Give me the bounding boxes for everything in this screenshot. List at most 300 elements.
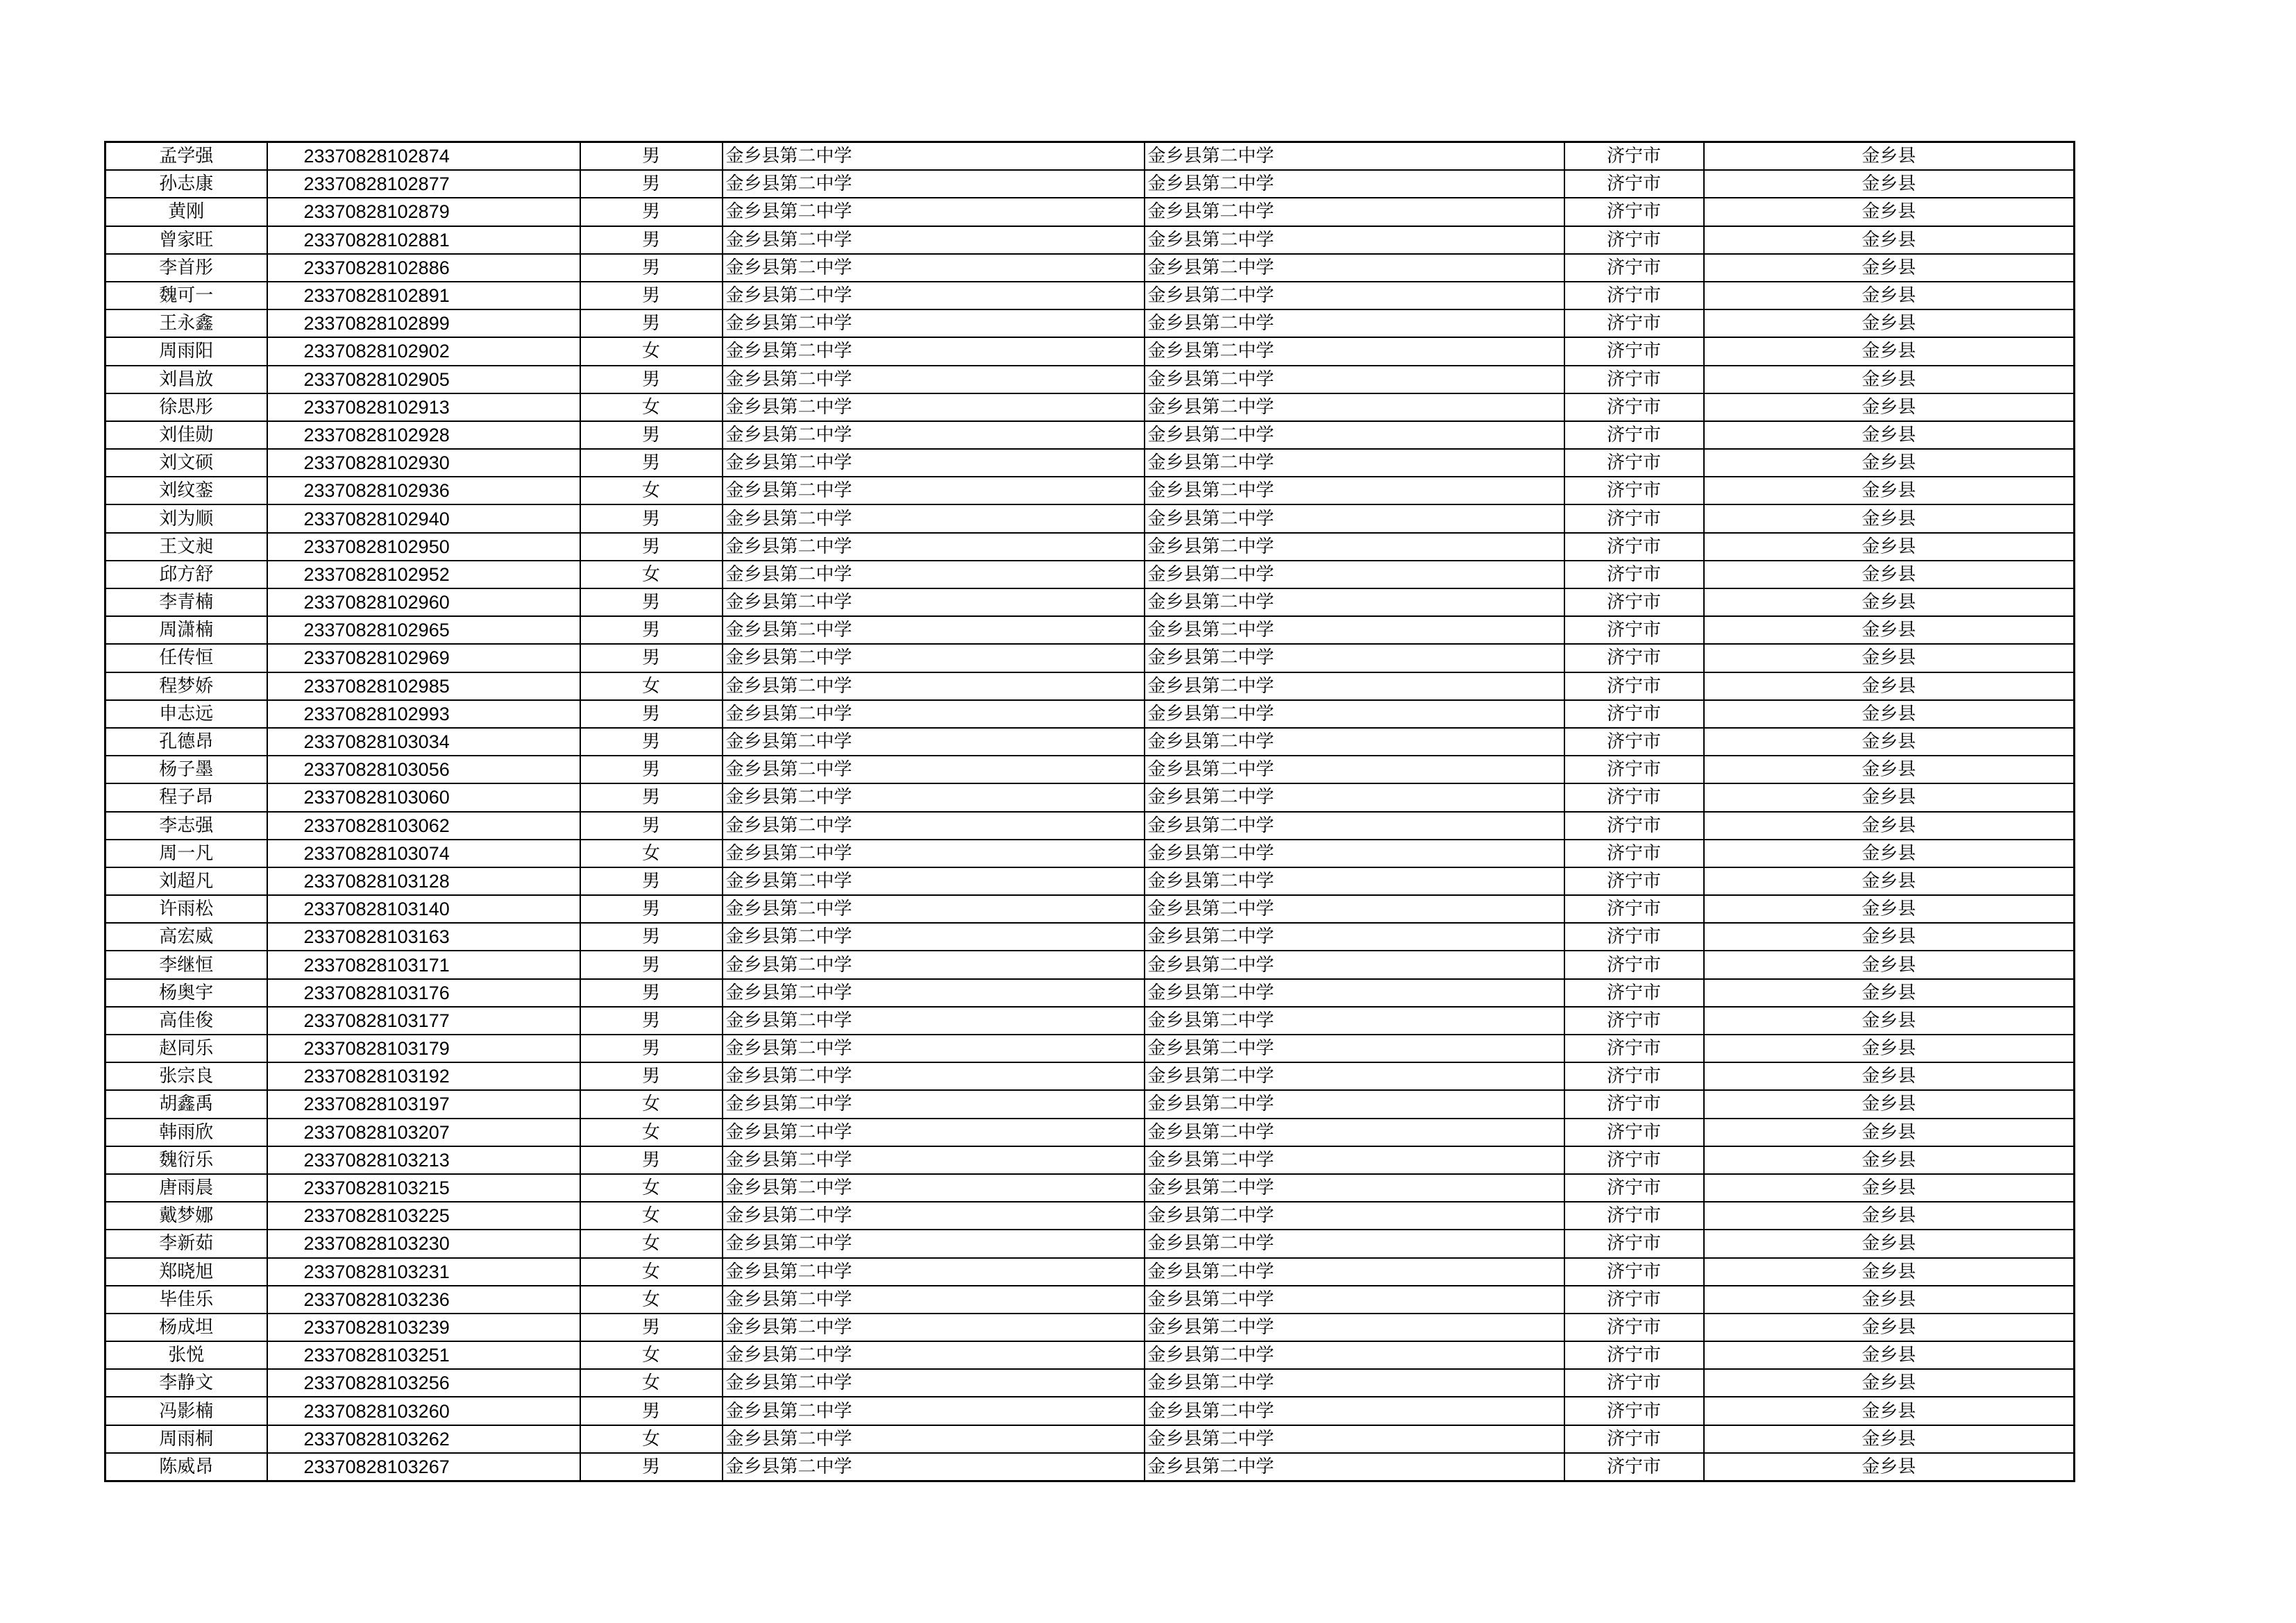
city-cell: 济宁市 [1564, 616, 1704, 644]
graduating-school-cell: 金乡县第二中学 [723, 672, 1145, 700]
exam-number-cell: 23370828103140 [267, 895, 580, 923]
graduating-school-cell: 金乡县第二中学 [723, 561, 1145, 588]
exam-number-cell: 23370828103236 [267, 1286, 580, 1314]
graduating-school-cell: 金乡县第二中学 [723, 1174, 1145, 1202]
exam-number-cell: 23370828103062 [267, 812, 580, 840]
city-cell: 济宁市 [1564, 226, 1704, 254]
student-name-cell: 许雨松 [105, 895, 267, 923]
gender-cell: 男 [580, 783, 723, 811]
table-row [105, 1007, 2075, 1035]
gender-cell: 女 [580, 840, 723, 867]
table-row [105, 198, 2075, 226]
gender-cell: 男 [580, 867, 723, 895]
exam-number-cell: 23370828103231 [267, 1258, 580, 1286]
city-cell: 济宁市 [1564, 393, 1704, 421]
county-cell: 金乡县 [1704, 1314, 2075, 1341]
graduating-school-cell: 金乡县第二中学 [723, 1341, 1145, 1369]
gender-cell: 男 [580, 756, 723, 783]
county-cell: 金乡县 [1704, 366, 2075, 393]
exam-number-cell: 23370828102936 [267, 477, 580, 504]
exam-number-cell: 23370828103207 [267, 1119, 580, 1146]
registered-school-cell: 金乡县第二中学 [1145, 783, 1564, 811]
county-cell: 金乡县 [1704, 1341, 2075, 1369]
city-cell: 济宁市 [1564, 1397, 1704, 1425]
county-cell: 金乡县 [1704, 1146, 2075, 1174]
student-name-cell: 李静文 [105, 1369, 267, 1397]
graduating-school-cell: 金乡县第二中学 [723, 1230, 1145, 1257]
city-cell: 济宁市 [1564, 282, 1704, 309]
exam-number-cell: 23370828102877 [267, 170, 580, 198]
graduating-school-cell: 金乡县第二中学 [723, 1314, 1145, 1341]
exam-number-cell: 23370828102952 [267, 561, 580, 588]
table-row [105, 700, 2075, 728]
city-cell: 济宁市 [1564, 867, 1704, 895]
graduating-school-cell: 金乡县第二中学 [723, 1146, 1145, 1174]
exam-number-cell: 23370828102902 [267, 337, 580, 365]
gender-cell: 女 [580, 561, 723, 588]
registered-school-cell: 金乡县第二中学 [1145, 700, 1564, 728]
registered-school-cell: 金乡县第二中学 [1145, 393, 1564, 421]
gender-cell: 男 [580, 951, 723, 978]
registered-school-cell: 金乡县第二中学 [1145, 1202, 1564, 1230]
gender-cell: 男 [580, 644, 723, 672]
table-row [105, 895, 2075, 923]
student-name-cell: 唐雨晨 [105, 1174, 267, 1202]
registered-school-cell: 金乡县第二中学 [1145, 366, 1564, 393]
city-cell: 济宁市 [1564, 979, 1704, 1007]
exam-number-cell: 23370828103192 [267, 1062, 580, 1090]
city-cell: 济宁市 [1564, 533, 1704, 561]
table-row [105, 1286, 2075, 1314]
student-name-cell: 刘纹銮 [105, 477, 267, 504]
student-name-cell: 任传恒 [105, 644, 267, 672]
county-cell: 金乡县 [1704, 756, 2075, 783]
table-row [105, 449, 2075, 477]
county-cell: 金乡县 [1704, 309, 2075, 337]
registered-school-cell: 金乡县第二中学 [1145, 1146, 1564, 1174]
student-name-cell: 刘为顺 [105, 504, 267, 532]
county-cell: 金乡县 [1704, 504, 2075, 532]
county-cell: 金乡县 [1704, 979, 2075, 1007]
graduating-school-cell: 金乡县第二中学 [723, 644, 1145, 672]
exam-number-cell: 23370828103251 [267, 1341, 580, 1369]
registered-school-cell: 金乡县第二中学 [1145, 142, 1564, 171]
city-cell: 济宁市 [1564, 504, 1704, 532]
table-row [105, 1453, 2075, 1481]
gender-cell: 女 [580, 672, 723, 700]
registered-school-cell: 金乡县第二中学 [1145, 421, 1564, 449]
gender-cell: 女 [580, 1090, 723, 1118]
county-cell: 金乡县 [1704, 1453, 2075, 1481]
registered-school-cell: 金乡县第二中学 [1145, 951, 1564, 978]
registered-school-cell: 金乡县第二中学 [1145, 561, 1564, 588]
student-name-cell: 王永鑫 [105, 309, 267, 337]
gender-cell: 男 [580, 170, 723, 198]
county-cell: 金乡县 [1704, 895, 2075, 923]
exam-number-cell: 23370828102993 [267, 700, 580, 728]
city-cell: 济宁市 [1564, 1202, 1704, 1230]
city-cell: 济宁市 [1564, 783, 1704, 811]
registered-school-cell: 金乡县第二中学 [1145, 1062, 1564, 1090]
city-cell: 济宁市 [1564, 142, 1704, 171]
gender-cell: 女 [580, 1369, 723, 1397]
registered-school-cell: 金乡县第二中学 [1145, 198, 1564, 226]
student-name-cell: 周雨阳 [105, 337, 267, 365]
graduating-school-cell: 金乡县第二中学 [723, 309, 1145, 337]
table-row [105, 421, 2075, 449]
graduating-school-cell: 金乡县第二中学 [723, 1369, 1145, 1397]
graduating-school-cell: 金乡县第二中学 [723, 337, 1145, 365]
city-cell: 济宁市 [1564, 198, 1704, 226]
table-row [105, 142, 2075, 171]
graduating-school-cell: 金乡县第二中学 [723, 1453, 1145, 1481]
county-cell: 金乡县 [1704, 337, 2075, 365]
registered-school-cell: 金乡县第二中学 [1145, 1397, 1564, 1425]
county-cell: 金乡县 [1704, 421, 2075, 449]
gender-cell: 男 [580, 588, 723, 616]
table-row [105, 1258, 2075, 1286]
city-cell: 济宁市 [1564, 1453, 1704, 1481]
exam-number-cell: 23370828102965 [267, 616, 580, 644]
registered-school-cell: 金乡县第二中学 [1145, 1314, 1564, 1341]
registered-school-cell: 金乡县第二中学 [1145, 533, 1564, 561]
gender-cell: 女 [580, 1425, 723, 1453]
registered-school-cell: 金乡县第二中学 [1145, 672, 1564, 700]
registered-school-cell: 金乡县第二中学 [1145, 309, 1564, 337]
exam-number-cell: 23370828103171 [267, 951, 580, 978]
exam-number-cell: 23370828103197 [267, 1090, 580, 1118]
gender-cell: 女 [580, 337, 723, 365]
graduating-school-cell: 金乡县第二中学 [723, 951, 1145, 978]
registered-school-cell: 金乡县第二中学 [1145, 895, 1564, 923]
student-name-cell: 周潇楠 [105, 616, 267, 644]
graduating-school-cell: 金乡县第二中学 [723, 728, 1145, 756]
student-name-cell: 李首彤 [105, 254, 267, 282]
county-cell: 金乡县 [1704, 1258, 2075, 1286]
graduating-school-cell: 金乡县第二中学 [723, 812, 1145, 840]
table-row [105, 840, 2075, 867]
exam-number-cell: 23370828102960 [267, 588, 580, 616]
gender-cell: 男 [580, 616, 723, 644]
county-cell: 金乡县 [1704, 923, 2075, 951]
county-cell: 金乡县 [1704, 1035, 2075, 1062]
exam-number-cell: 23370828103177 [267, 1007, 580, 1035]
city-cell: 济宁市 [1564, 756, 1704, 783]
county-cell: 金乡县 [1704, 1062, 2075, 1090]
exam-number-cell: 23370828103163 [267, 923, 580, 951]
table-row [105, 1341, 2075, 1369]
gender-cell: 女 [580, 1286, 723, 1314]
table-row [105, 1062, 2075, 1090]
registered-school-cell: 金乡县第二中学 [1145, 1369, 1564, 1397]
county-cell: 金乡县 [1704, 700, 2075, 728]
student-roster-table [104, 141, 2075, 1482]
exam-number-cell: 23370828102985 [267, 672, 580, 700]
table-row [105, 337, 2075, 365]
student-name-cell: 王文昶 [105, 533, 267, 561]
graduating-school-cell: 金乡县第二中学 [723, 366, 1145, 393]
county-cell: 金乡县 [1704, 616, 2075, 644]
registered-school-cell: 金乡县第二中学 [1145, 170, 1564, 198]
table-row [105, 672, 2075, 700]
graduating-school-cell: 金乡县第二中学 [723, 616, 1145, 644]
graduating-school-cell: 金乡县第二中学 [723, 923, 1145, 951]
exam-number-cell: 23370828102879 [267, 198, 580, 226]
county-cell: 金乡县 [1704, 1007, 2075, 1035]
table-row [105, 616, 2075, 644]
student-name-cell: 高宏威 [105, 923, 267, 951]
gender-cell: 男 [580, 700, 723, 728]
registered-school-cell: 金乡县第二中学 [1145, 1174, 1564, 1202]
city-cell: 济宁市 [1564, 951, 1704, 978]
registered-school-cell: 金乡县第二中学 [1145, 867, 1564, 895]
exam-number-cell: 23370828102969 [267, 644, 580, 672]
county-cell: 金乡县 [1704, 561, 2075, 588]
graduating-school-cell: 金乡县第二中学 [723, 393, 1145, 421]
student-name-cell: 李继恒 [105, 951, 267, 978]
exam-number-cell: 23370828103034 [267, 728, 580, 756]
graduating-school-cell: 金乡县第二中学 [723, 783, 1145, 811]
city-cell: 济宁市 [1564, 309, 1704, 337]
gender-cell: 女 [580, 1119, 723, 1146]
gender-cell: 男 [580, 533, 723, 561]
graduating-school-cell: 金乡县第二中学 [723, 421, 1145, 449]
exam-number-cell: 23370828102891 [267, 282, 580, 309]
graduating-school-cell: 金乡县第二中学 [723, 867, 1145, 895]
gender-cell: 女 [580, 393, 723, 421]
table-row [105, 393, 2075, 421]
gender-cell: 男 [580, 979, 723, 1007]
student-name-cell: 毕佳乐 [105, 1286, 267, 1314]
student-name-cell: 申志远 [105, 700, 267, 728]
student-name-cell: 刘昌放 [105, 366, 267, 393]
exam-number-cell: 23370828103213 [267, 1146, 580, 1174]
student-name-cell: 周雨桐 [105, 1425, 267, 1453]
table-row [105, 783, 2075, 811]
graduating-school-cell: 金乡县第二中学 [723, 198, 1145, 226]
gender-cell: 男 [580, 1007, 723, 1035]
table-row [105, 226, 2075, 254]
city-cell: 济宁市 [1564, 477, 1704, 504]
table-row [105, 1119, 2075, 1146]
county-cell: 金乡县 [1704, 951, 2075, 978]
graduating-school-cell: 金乡县第二中学 [723, 1062, 1145, 1090]
registered-school-cell: 金乡县第二中学 [1145, 226, 1564, 254]
exam-number-cell: 23370828103239 [267, 1314, 580, 1341]
city-cell: 济宁市 [1564, 1035, 1704, 1062]
gender-cell: 男 [580, 421, 723, 449]
county-cell: 金乡县 [1704, 1397, 2075, 1425]
county-cell: 金乡县 [1704, 1090, 2075, 1118]
graduating-school-cell: 金乡县第二中学 [723, 895, 1145, 923]
student-name-cell: 高佳俊 [105, 1007, 267, 1035]
city-cell: 济宁市 [1564, 588, 1704, 616]
table-row [105, 588, 2075, 616]
table-row [105, 561, 2075, 588]
county-cell: 金乡县 [1704, 1425, 2075, 1453]
city-cell: 济宁市 [1564, 840, 1704, 867]
student-name-cell: 程梦娇 [105, 672, 267, 700]
exam-number-cell: 23370828103056 [267, 756, 580, 783]
table-row [105, 1314, 2075, 1341]
county-cell: 金乡县 [1704, 1202, 2075, 1230]
graduating-school-cell: 金乡县第二中学 [723, 1286, 1145, 1314]
gender-cell: 男 [580, 282, 723, 309]
graduating-school-cell: 金乡县第二中学 [723, 1035, 1145, 1062]
county-cell: 金乡县 [1704, 728, 2075, 756]
student-name-cell: 戴梦娜 [105, 1202, 267, 1230]
table-row [105, 1146, 2075, 1174]
student-name-cell: 张宗良 [105, 1062, 267, 1090]
student-name-cell: 韩雨欣 [105, 1119, 267, 1146]
exam-number-cell: 23370828102950 [267, 533, 580, 561]
city-cell: 济宁市 [1564, 1174, 1704, 1202]
graduating-school-cell: 金乡县第二中学 [723, 477, 1145, 504]
registered-school-cell: 金乡县第二中学 [1145, 616, 1564, 644]
county-cell: 金乡县 [1704, 1286, 2075, 1314]
city-cell: 济宁市 [1564, 1090, 1704, 1118]
table-row [105, 309, 2075, 337]
graduating-school-cell: 金乡县第二中学 [723, 1397, 1145, 1425]
student-name-cell: 孔德昂 [105, 728, 267, 756]
table-row [105, 728, 2075, 756]
student-name-cell: 刘佳勋 [105, 421, 267, 449]
gender-cell: 女 [580, 1258, 723, 1286]
registered-school-cell: 金乡县第二中学 [1145, 1425, 1564, 1453]
gender-cell: 男 [580, 449, 723, 477]
graduating-school-cell: 金乡县第二中学 [723, 449, 1145, 477]
registered-school-cell: 金乡县第二中学 [1145, 1119, 1564, 1146]
city-cell: 济宁市 [1564, 1314, 1704, 1341]
graduating-school-cell: 金乡县第二中学 [723, 1007, 1145, 1035]
student-name-cell: 程子昂 [105, 783, 267, 811]
table-row [105, 254, 2075, 282]
city-cell: 济宁市 [1564, 1369, 1704, 1397]
student-name-cell: 陈威昂 [105, 1453, 267, 1481]
table-row [105, 366, 2075, 393]
student-name-cell: 魏可一 [105, 282, 267, 309]
city-cell: 济宁市 [1564, 170, 1704, 198]
table-row [105, 867, 2075, 895]
city-cell: 济宁市 [1564, 700, 1704, 728]
city-cell: 济宁市 [1564, 1007, 1704, 1035]
exam-number-cell: 23370828103225 [267, 1202, 580, 1230]
table-row [105, 1425, 2075, 1453]
exam-number-cell: 23370828103179 [267, 1035, 580, 1062]
table-row [105, 951, 2075, 978]
table-row [105, 812, 2075, 840]
student-name-cell: 孟学强 [105, 142, 267, 171]
student-name-cell: 周一凡 [105, 840, 267, 867]
student-name-cell: 黄刚 [105, 198, 267, 226]
city-cell: 济宁市 [1564, 1425, 1704, 1453]
exam-number-cell: 23370828103074 [267, 840, 580, 867]
county-cell: 金乡县 [1704, 254, 2075, 282]
table-row [105, 644, 2075, 672]
gender-cell: 男 [580, 366, 723, 393]
registered-school-cell: 金乡县第二中学 [1145, 812, 1564, 840]
city-cell: 济宁市 [1564, 1341, 1704, 1369]
gender-cell: 男 [580, 895, 723, 923]
county-cell: 金乡县 [1704, 812, 2075, 840]
city-cell: 济宁市 [1564, 449, 1704, 477]
exam-number-cell: 23370828102905 [267, 366, 580, 393]
registered-school-cell: 金乡县第二中学 [1145, 1286, 1564, 1314]
table-row [105, 1090, 2075, 1118]
graduating-school-cell: 金乡县第二中学 [723, 504, 1145, 532]
county-cell: 金乡县 [1704, 449, 2075, 477]
city-cell: 济宁市 [1564, 923, 1704, 951]
gender-cell: 男 [580, 504, 723, 532]
roster-body [105, 142, 2075, 1481]
table-row [105, 923, 2075, 951]
exam-number-cell: 23370828102940 [267, 504, 580, 532]
table-row [105, 1035, 2075, 1062]
table-row [105, 979, 2075, 1007]
city-cell: 济宁市 [1564, 561, 1704, 588]
registered-school-cell: 金乡县第二中学 [1145, 337, 1564, 365]
student-name-cell: 曾家旺 [105, 226, 267, 254]
table-row [105, 504, 2075, 532]
graduating-school-cell: 金乡县第二中学 [723, 840, 1145, 867]
city-cell: 济宁市 [1564, 812, 1704, 840]
gender-cell: 女 [580, 1174, 723, 1202]
city-cell: 济宁市 [1564, 1062, 1704, 1090]
registered-school-cell: 金乡县第二中学 [1145, 840, 1564, 867]
registered-school-cell: 金乡县第二中学 [1145, 1258, 1564, 1286]
graduating-school-cell: 金乡县第二中学 [723, 142, 1145, 171]
gender-cell: 男 [580, 198, 723, 226]
registered-school-cell: 金乡县第二中学 [1145, 923, 1564, 951]
county-cell: 金乡县 [1704, 1369, 2075, 1397]
student-name-cell: 杨奥宇 [105, 979, 267, 1007]
county-cell: 金乡县 [1704, 198, 2075, 226]
gender-cell: 男 [580, 1035, 723, 1062]
student-name-cell: 郑晓旭 [105, 1258, 267, 1286]
county-cell: 金乡县 [1704, 393, 2075, 421]
registered-school-cell: 金乡县第二中学 [1145, 504, 1564, 532]
city-cell: 济宁市 [1564, 1286, 1704, 1314]
exam-number-cell: 23370828103230 [267, 1230, 580, 1257]
student-name-cell: 李新茹 [105, 1230, 267, 1257]
exam-number-cell: 23370828102930 [267, 449, 580, 477]
exam-number-cell: 23370828103060 [267, 783, 580, 811]
county-cell: 金乡县 [1704, 672, 2075, 700]
registered-school-cell: 金乡县第二中学 [1145, 1035, 1564, 1062]
registered-school-cell: 金乡县第二中学 [1145, 282, 1564, 309]
county-cell: 金乡县 [1704, 867, 2075, 895]
registered-school-cell: 金乡县第二中学 [1145, 477, 1564, 504]
city-cell: 济宁市 [1564, 254, 1704, 282]
gender-cell: 女 [580, 1341, 723, 1369]
student-name-cell: 刘文硕 [105, 449, 267, 477]
city-cell: 济宁市 [1564, 366, 1704, 393]
gender-cell: 男 [580, 728, 723, 756]
registered-school-cell: 金乡县第二中学 [1145, 1007, 1564, 1035]
registered-school-cell: 金乡县第二中学 [1145, 979, 1564, 1007]
table-row [105, 282, 2075, 309]
graduating-school-cell: 金乡县第二中学 [723, 226, 1145, 254]
county-cell: 金乡县 [1704, 783, 2075, 811]
gender-cell: 女 [580, 477, 723, 504]
county-cell: 金乡县 [1704, 477, 2075, 504]
county-cell: 金乡县 [1704, 533, 2075, 561]
city-cell: 济宁市 [1564, 644, 1704, 672]
registered-school-cell: 金乡县第二中学 [1145, 1453, 1564, 1481]
student-name-cell: 杨成坦 [105, 1314, 267, 1341]
exam-number-cell: 23370828102899 [267, 309, 580, 337]
table-row [105, 1202, 2075, 1230]
